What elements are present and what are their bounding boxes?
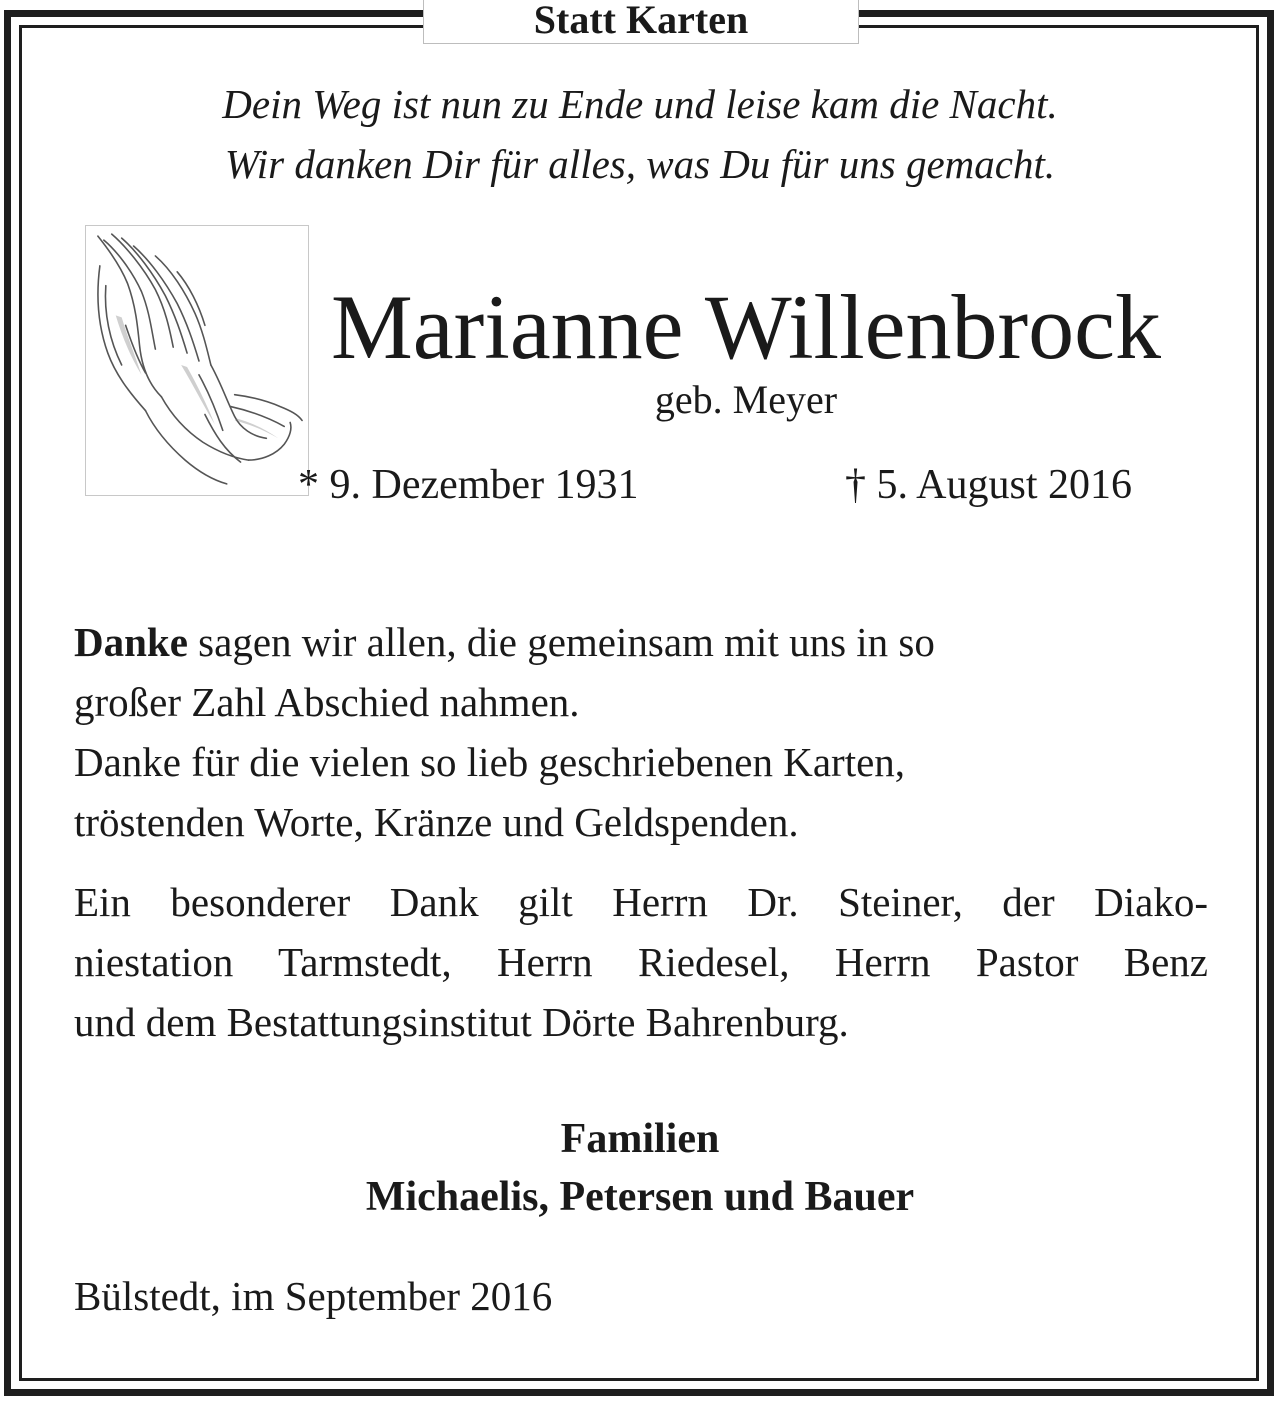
poem-line-1: Dein Weg ist nun zu Ende und leise kam die Nacht.: [222, 81, 1058, 127]
thanks-line-1: [74, 612, 1208, 672]
thanks-line-1-rest: sagen wir allen, die gemeinsam mit uns in so: [187, 619, 935, 665]
thanks-paragraph-1: [74, 612, 1208, 852]
signature-line-1: Familien: [560, 1116, 720, 1162]
maiden-name: geb. Meyer: [654, 377, 838, 422]
special-thanks-line-3: und dem Bestattungsinstitut Dörte Bahrenburg.: [74, 999, 849, 1045]
special-thanks-line-2: niestation Tarmstedt, Herrn Riedesel, Herrn Pastor Benz: [74, 939, 1208, 985]
birth-date: * 9. Dezember 1931: [298, 462, 639, 508]
place-date: Bülstedt, im September 2016: [74, 1273, 553, 1319]
thanks-line-2: großer Zahl Abschied nahmen.: [74, 679, 580, 725]
thanks-lead: Danke: [74, 619, 188, 665]
deceased-name: Marianne Willenbrock: [331, 276, 1161, 378]
thanks-line-4: tröstenden Worte, Kränze und Geldspenden.: [74, 799, 799, 845]
signature-line-2: Michaelis, Petersen und Bauer: [365, 1174, 915, 1220]
header-label: Statt Karten: [423, 0, 859, 44]
signature: [60, 1110, 1220, 1226]
praying-hands-icon: [85, 225, 309, 496]
poem-line-2: Wir danken Dir für alles, was Du für uns gemacht.: [224, 141, 1056, 187]
poem: [60, 74, 1220, 194]
special-thanks-line-1: Ein besonderer Dank gilt Herrn Dr. Steiner, der Diako-: [74, 879, 1208, 925]
death-date: † 5. August 2016: [845, 462, 1133, 508]
thanks-line-3: Danke für die vielen so lieb geschriebenen Karten,: [74, 739, 906, 785]
thanks-paragraph-2: [74, 872, 1208, 1052]
